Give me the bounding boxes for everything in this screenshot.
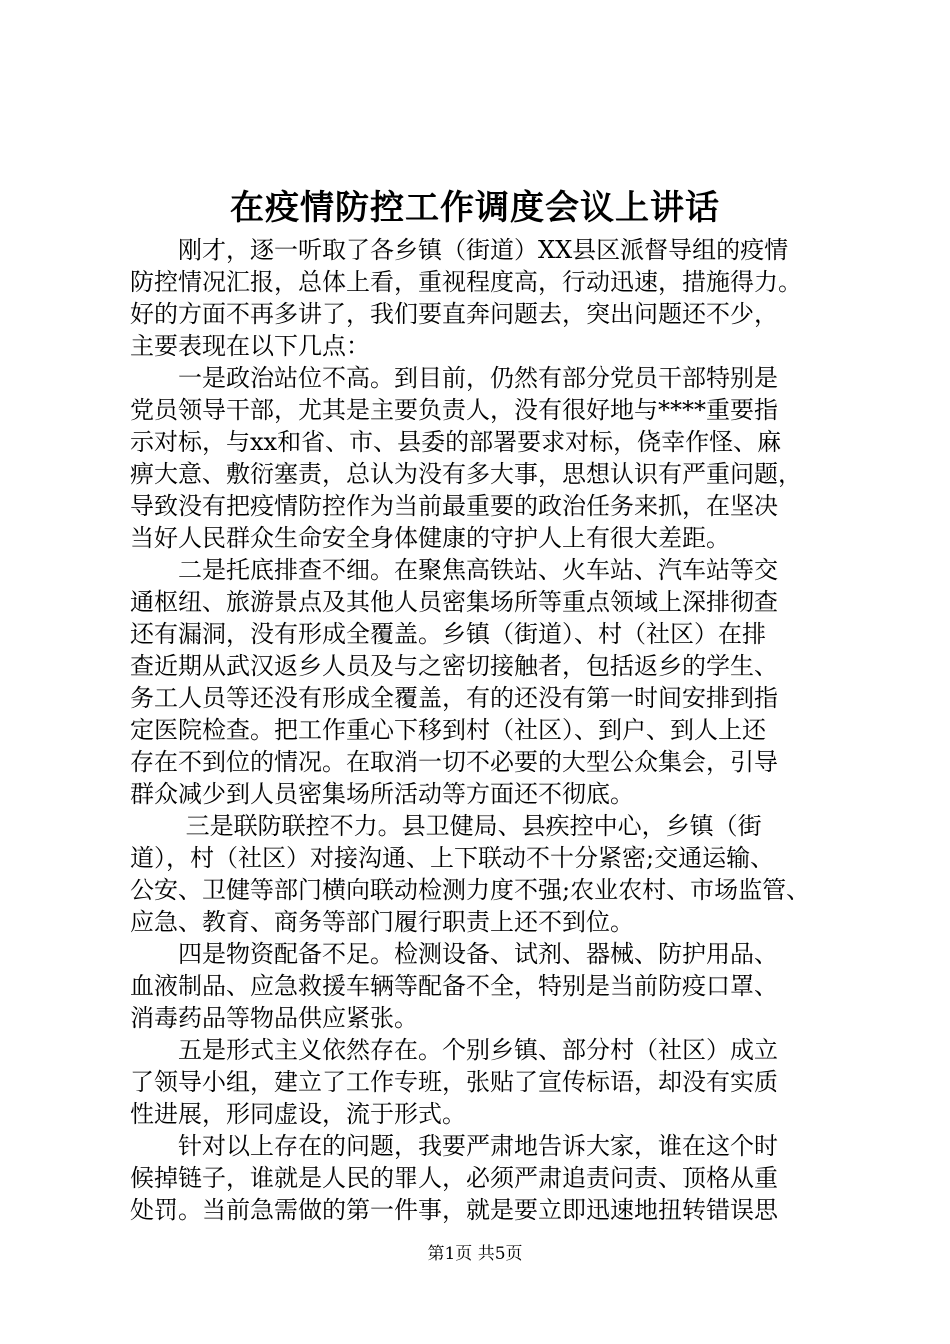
paragraph-line: 一是政治站位不高。到目前，仍然有部分党员干部特别是	[130, 364, 778, 392]
paragraph-line: 查近期从武汉返乡人员及与之密切接触者，包括返乡的学生、	[130, 652, 778, 680]
paragraph-line: 导致没有把疫情防控作为当前最重要的政治任务来抓，在坚决	[130, 492, 778, 520]
paragraph-line: 消毒药品等物品供应紧张。	[130, 1004, 418, 1032]
paragraph-line: 主要表现在以下几点：	[130, 332, 370, 360]
paragraph-line: 公安、卫健等部门横向联动检测力度不强;农业农村、市场监管、	[130, 876, 811, 904]
paragraph-line: 好的方面不再多讲了，我们要直奔问题去，突出问题还不少，	[130, 300, 778, 328]
paragraph-line: 了领导小组，建立了工作专班，张贴了宣传标语，却没有实质	[130, 1068, 778, 1096]
paragraph	[130, 1130, 850, 1226]
paragraph	[130, 938, 850, 1034]
paragraph-line: 五是形式主义依然存在。个别乡镇、部分村（社区）成立	[130, 1036, 778, 1064]
paragraph	[130, 1034, 850, 1130]
paragraph-line: 二是托底排查不细。在聚焦高铁站、火车站、汽车站等交	[130, 556, 778, 584]
paragraph-line: 当好人民群众生命安全身体健康的守护人上有很大差距。	[130, 524, 730, 552]
paragraph-line: 性进展，形同虚设，流于形式。	[130, 1100, 466, 1128]
paragraph-line: 候掉链子，谁就是人民的罪人，必须严肃追责问责、顶格从重	[130, 1164, 778, 1192]
paragraph	[130, 810, 850, 938]
paragraph-line: 痹大意、敷衍塞责，总认为没有多大事，思想认识有严重问题，	[130, 460, 802, 488]
paragraph-line: 定医院检查。把工作重心下移到村（社区）、到户、到人上还	[130, 716, 766, 744]
paragraph-line: 道），村（社区）对接沟通、上下联动不十分紧密;交通运输、	[130, 844, 775, 872]
paragraph-line: 应急、教育、商务等部门履行职责上还不到位。	[130, 908, 634, 936]
paragraph-line: 还有漏洞，没有形成全覆盖。乡镇（街道）、村（社区）在排	[130, 620, 766, 648]
document-body	[130, 234, 850, 1226]
paragraph	[130, 234, 850, 362]
page-footer: 第1页 共5页	[427, 1244, 523, 1264]
paragraph-line: 通枢纽、旅游景点及其他人员密集场所等重点领域上深排彻查	[130, 588, 778, 616]
paragraph-line: 群众减少到人员密集场所活动等方面还不彻底。	[130, 780, 634, 808]
document-title: 在疫情防控工作调度会议上讲话	[230, 188, 720, 228]
paragraph-line: 示对标，与xx和省、市、县委的部署要求对标，侥幸作怪、麻	[130, 428, 782, 456]
paragraph-line: 三是联防联控不力。县卫健局、县疾控中心，乡镇（街	[130, 812, 762, 840]
paragraph-line: 刚才，逐一听取了各乡镇（街道）XX县区派督导组的疫情	[130, 236, 789, 264]
paragraph	[130, 554, 850, 810]
paragraph-line: 四是物资配备不足。检测设备、试剂、器械、防护用品、	[130, 940, 778, 968]
paragraph-line: 党员领导干部，尤其是主要负责人，没有很好地与****重要指	[130, 396, 778, 424]
paragraph-line: 务工人员等还没有形成全覆盖，有的还没有第一时间安排到指	[130, 684, 778, 712]
paragraph-line: 针对以上存在的问题，我要严肃地告诉大家，谁在这个时	[130, 1132, 778, 1160]
paragraph-line: 防控情况汇报，总体上看，重视程度高，行动迅速，措施得力。	[130, 268, 802, 296]
paragraph-line: 处罚。当前急需做的第一件事，就是要立即迅速地扭转错误思	[130, 1196, 778, 1224]
paragraph-line: 血液制品、应急救援车辆等配备不全，特别是当前防疫口罩、	[130, 972, 778, 1000]
paragraph-line: 存在不到位的情况。在取消一切不必要的大型公众集会，引导	[130, 748, 778, 776]
paragraph	[130, 362, 850, 554]
